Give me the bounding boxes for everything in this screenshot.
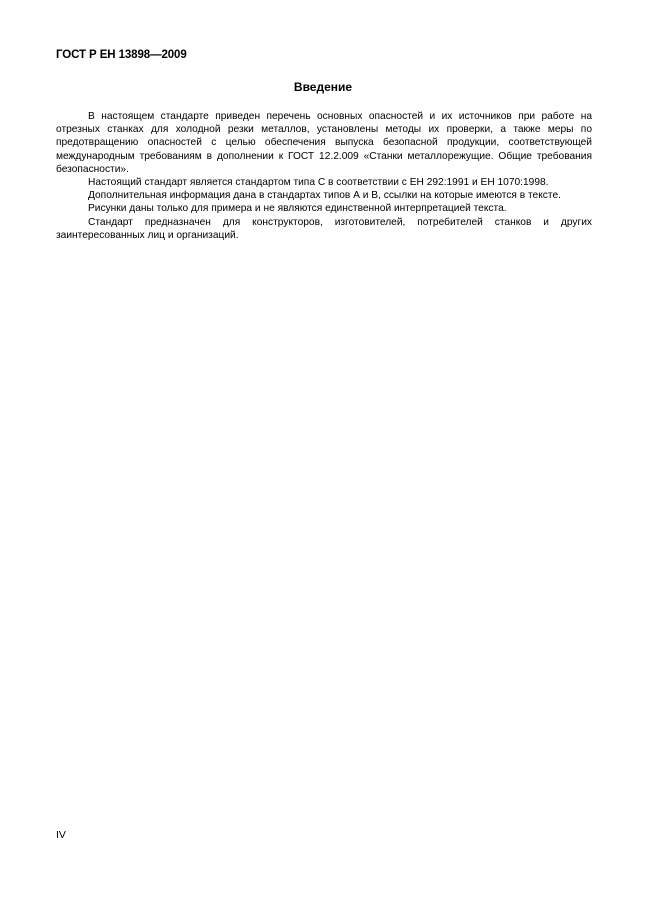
paragraph-additional-info: Дополнительная информация дана в стандартах типов А и В, ссылки на которые имеются в тексте.	[88, 190, 561, 202]
paragraph-standard-type: Настоящий стандарт является стандартом типа С в соответствии с ЕН 292:1991 и ЕН 1070:1998.	[88, 177, 549, 189]
standard-id-header: ГОСТ Р ЕН 13898—2009	[56, 49, 187, 61]
page-title: Введение	[293, 80, 353, 94]
paragraph-scope: В настоящем стандарте приведен перечень основных опасностей и их источников при работе на отрезных станках для холодной резки металлов, установлены методы их проверки, а также меры по предотвращению опасностей с целью обеспечения выпуска безопасной продукции, соответствующей международным требованиям в дополнении к ГОСТ 12.2.009 «Станки металлорежущие. Общие требования безопасности».	[56, 111, 592, 175]
paragraph-figures: Рисунки даны только для примера и не являются единственной интерпретацией текста.	[88, 203, 507, 215]
paragraph-audience: Стандарт предназначен для конструкторов, изготовителей, потребителей станков и других заинтересованных лиц и организаций.	[56, 216, 592, 241]
page-number: IV	[56, 829, 66, 841]
introduction-body	[56, 110, 592, 242]
